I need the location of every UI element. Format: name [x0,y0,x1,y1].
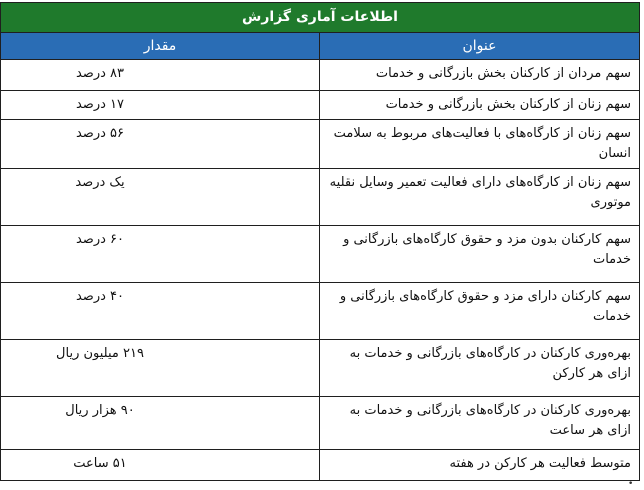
row-value: ۴۰ درصد [1,283,320,340]
table-row [1,120,640,169]
table-row [1,340,640,397]
row-item: سهم کارکنان بدون مزد و حقوق کارگاه‌های بازرگانی و خدمات [320,226,640,283]
table-row [1,450,640,481]
table-row [1,283,640,340]
row-item: سهم زنان از کارکنان بخش بازرگانی و خدمات [320,91,640,120]
table-header-row [1,33,640,60]
row-value: ۲۱۹ میلیون ریال [1,340,320,397]
table-row [1,397,640,450]
row-value: ۵۶ درصد [1,120,320,169]
table-row [1,169,640,226]
row-item: سهم زنان از کارگاه‌های دارای فعالیت تعمیر وسایل نقلیه موتوری [320,169,640,226]
row-value: ۶۰ درصد [1,226,320,283]
row-value: ۵۱ ساعت [1,450,320,481]
row-value: یک درصد [1,169,320,226]
table-title: اطلاعات آماری گزارش [1,3,640,33]
header-value: مقدار [1,33,320,60]
row-item: متوسط فعالیت هر کارکن در هفته [320,450,640,481]
row-item: سهم زنان از کارگاه‌های با فعالیت‌های مربوط به سلامت انسان [320,120,640,169]
row-value: ۹۰ هزار ریال [1,397,320,450]
table-row [1,91,640,120]
row-item: بهره‌وری کارکنان در کارگاه‌های بازرگانی و خدمات به ازای هر کارکن [320,340,640,397]
corner-mark: • [628,479,634,489]
table-row [1,60,640,91]
statistics-table [0,2,640,481]
row-item: سهم کارکنان دارای مزد و حقوق کارگاه‌های بازرگانی و خدمات [320,283,640,340]
row-value: ۱۷ درصد [1,91,320,120]
header-item: عنوان [320,33,640,60]
table-row [1,226,640,283]
row-item: بهره‌وری کارکنان در کارگاه‌های بازرگانی و خدمات به ازای هر ساعت [320,397,640,450]
row-item: سهم مردان از کارکنان بخش بازرگانی و خدمات [320,60,640,91]
table-title-row [1,3,640,33]
row-value: ۸۳ درصد [1,60,320,91]
